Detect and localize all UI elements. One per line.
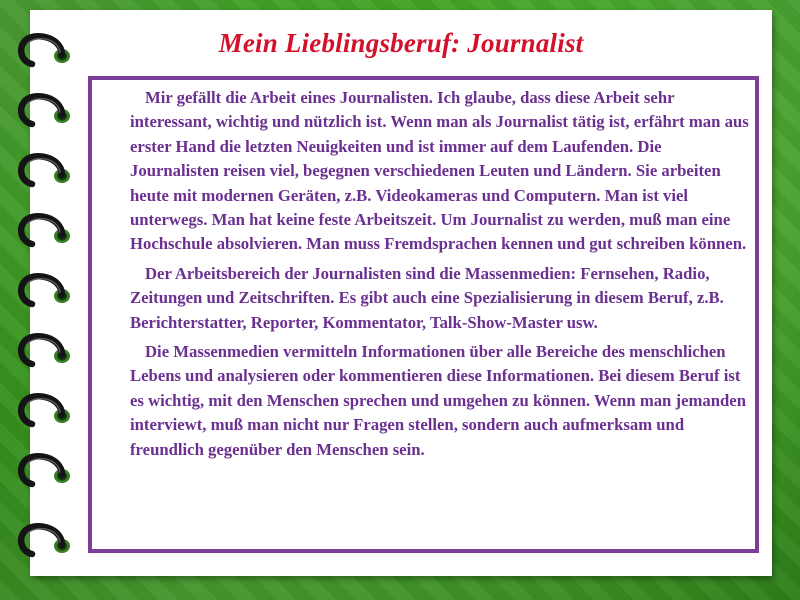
binder-ring-icon [10, 28, 80, 72]
binder-rings [10, 28, 80, 568]
binder-ring-icon [10, 88, 80, 132]
binder-ring-icon [10, 328, 80, 372]
binder-ring-icon [10, 148, 80, 192]
binder-ring-icon [10, 448, 80, 492]
paragraph-2: Der Arbeitsbereich der Journalisten sind die Massenmedien: Fernsehen, Radio, Zeitungen und Zeitschriften. Es gibt auch eine Spezialisierung in diesem Beruf, z.B. Berichterstatter, Reporter, Kommentator, Talk-Show-Master usw. [130, 263, 724, 332]
paragraph-3: Die Massenmedien vermitteln Informationen über alle Bereiche des menschlichen Lebens und analysieren oder kommentieren diese Informationen. Bei diesem Beruf ist es wichtig, mit den Menschen sprechen und umgehen zu können. Wenn man jemanden interviewt, muß man nicht nur Fragen stellen, sondern auch aufmerksam und freundlich gegenüber den Menschen sein. [130, 342, 746, 459]
paragraph-1: Mir gefällt die Arbeit eines Journalisten. Ich glaube, dass diese Arbeit sehr interessant, wichtig und nützlich ist. Wenn man als Journalist tätig ist, erfährt man aus erster Hand die letzten Neuigkeiten und ist immer auf dem Laufenden. Die Journalisten reisen viel, begegnen verschiedenen Leuten und Ländern. Sie arbeiten heute mit modernen Geräten, z.B. Videokameras und Computern. Man ist viel unterwegs. Man hat keine feste Arbeitszeit. Um Journalist zu werden, muß man eine Hochschule absolvieren. Man muss Fremdsprachen kennen und gut schreiben können. [130, 88, 749, 254]
text-frame [88, 76, 759, 553]
binder-ring-icon [10, 388, 80, 432]
binder-ring-icon [10, 208, 80, 252]
notebook-page [30, 10, 772, 576]
binder-ring-icon [10, 518, 80, 562]
binder-ring-icon [10, 268, 80, 312]
page-title: Mein Lieblingsberuf: Journalist [218, 28, 584, 58]
